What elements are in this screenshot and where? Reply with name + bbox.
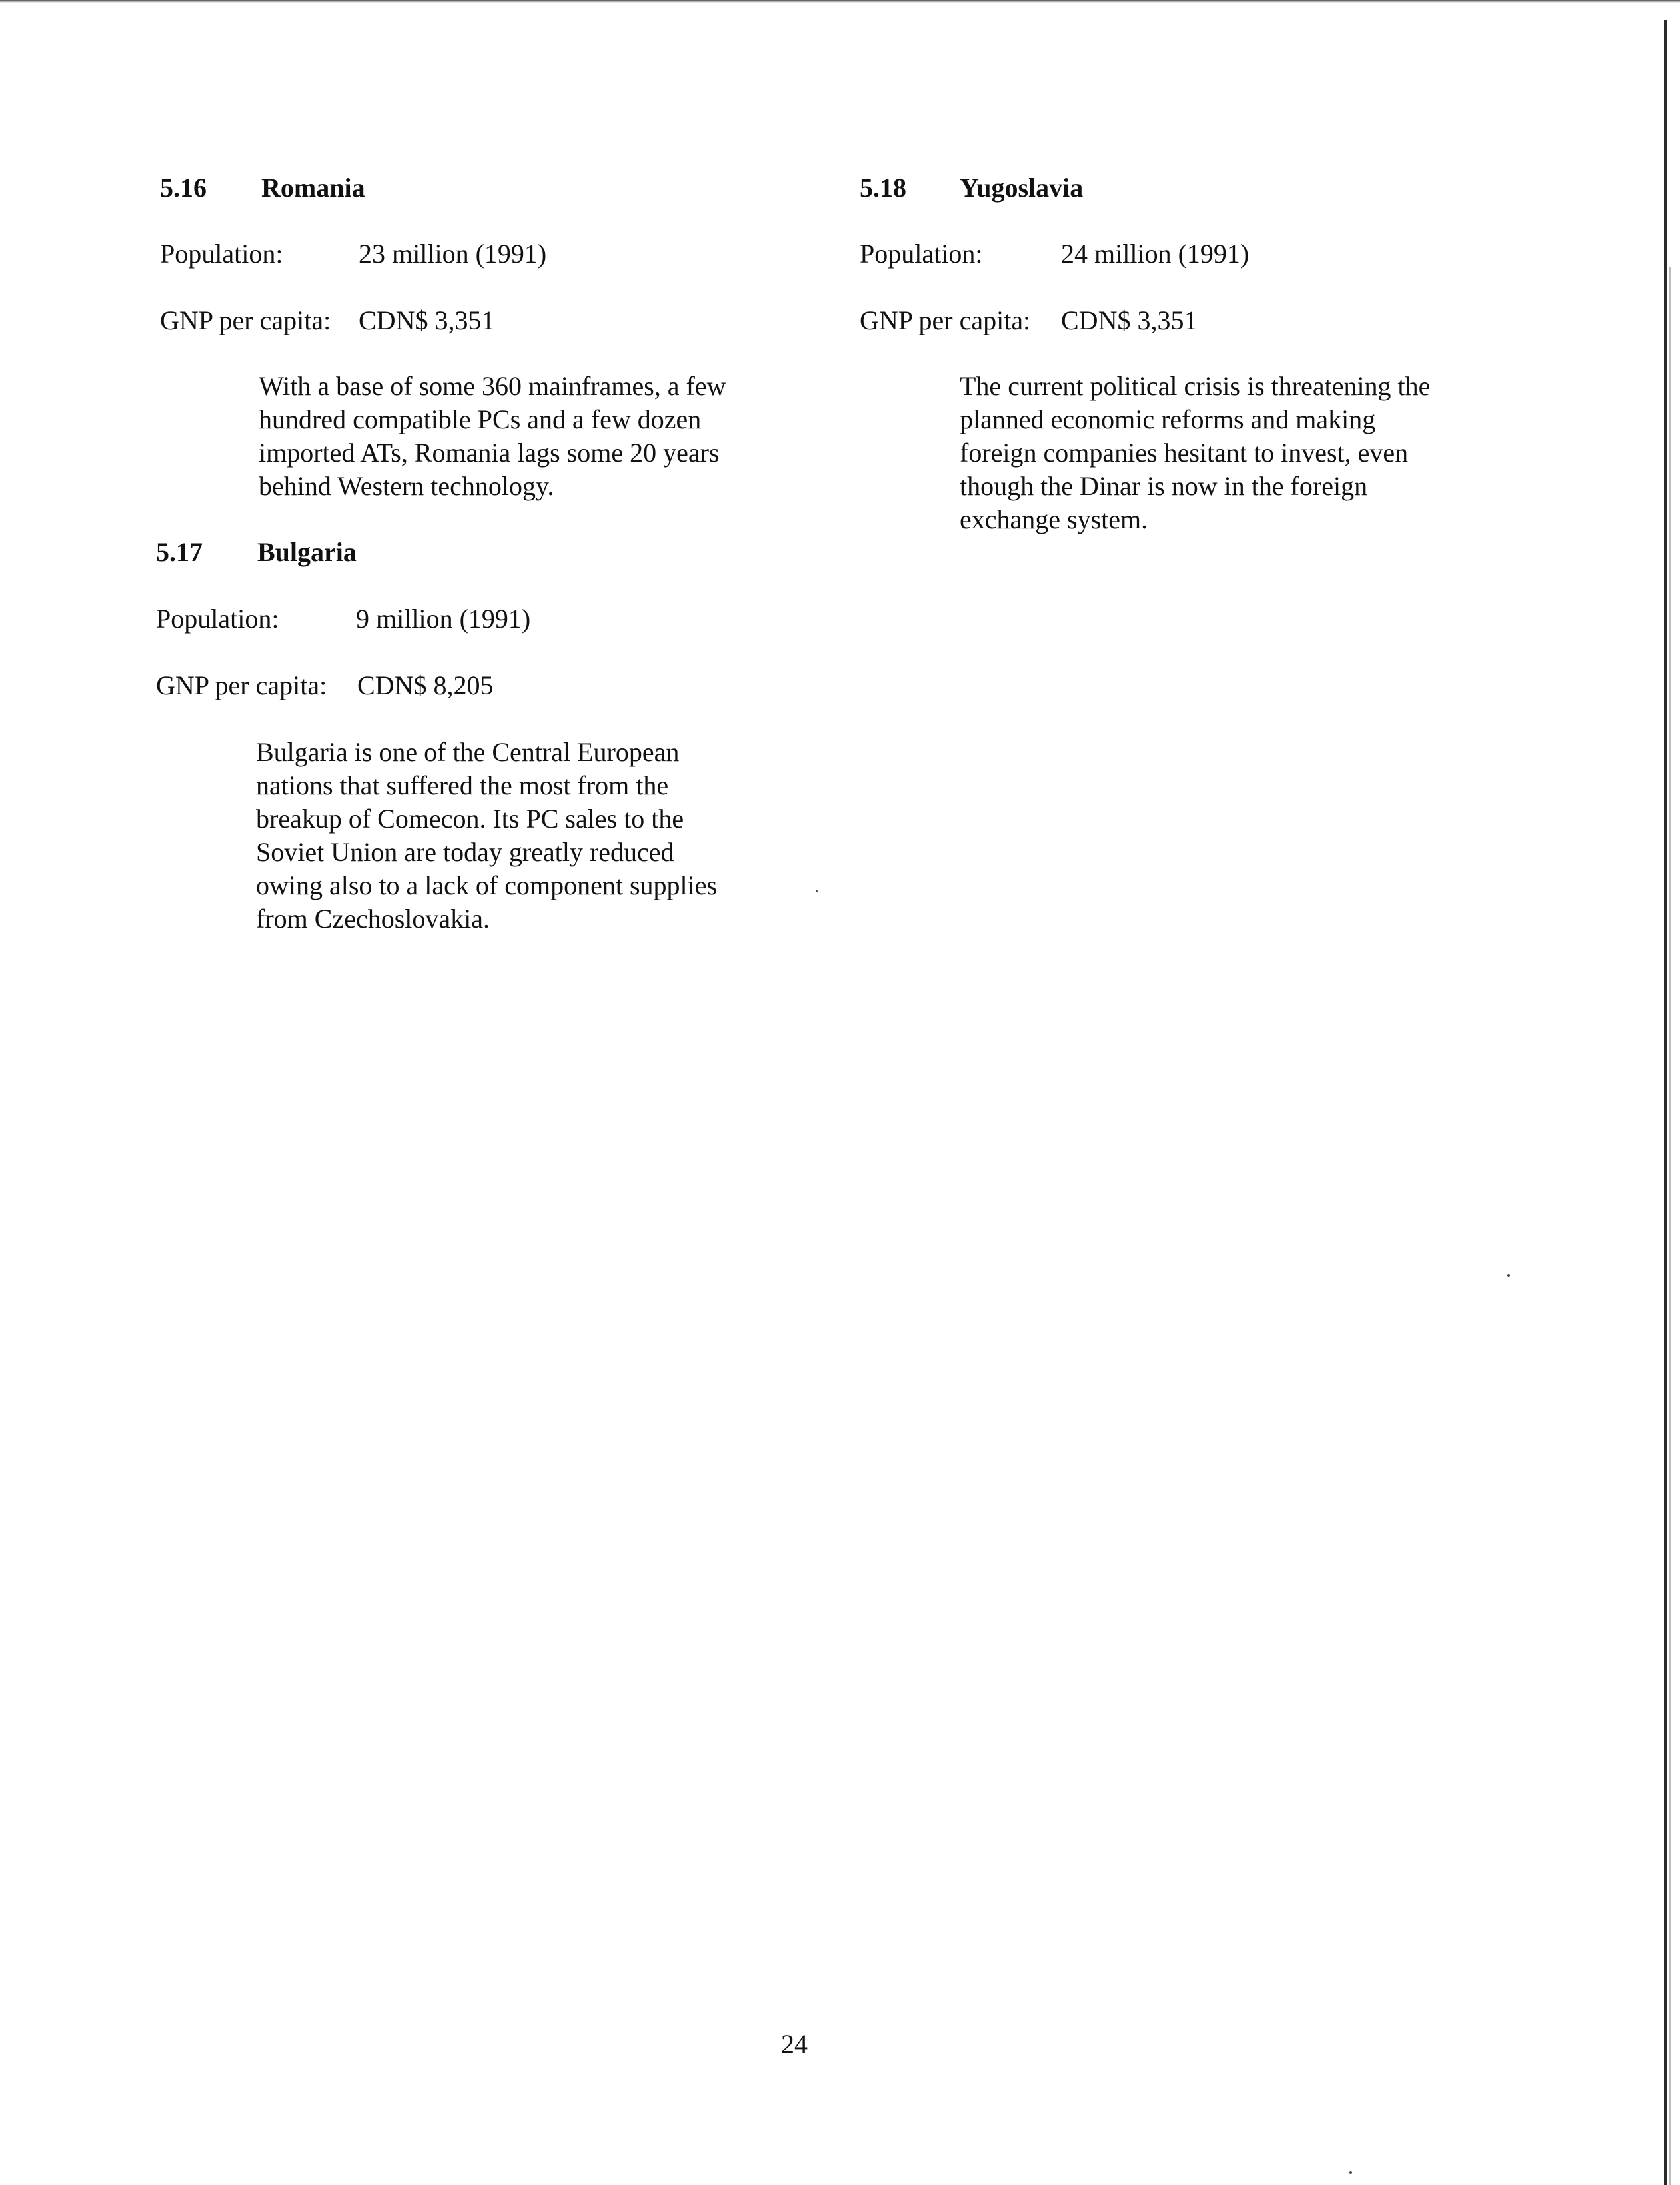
paragraph-line: imported ATs, Romania lags some 20 years [259, 438, 720, 468]
paragraph-yugoslavia [960, 370, 1430, 536]
paragraph-line: Soviet Union are today greatly reduced [256, 837, 674, 867]
paragraph-line: from Czechoslovakia. [256, 904, 490, 934]
section-number: 5.17 [156, 537, 203, 567]
section-title: Bulgaria [257, 537, 357, 567]
population-label: Population: [860, 239, 983, 269]
paragraph-line: behind Western technology. [259, 471, 554, 501]
gnp-field-yugoslavia [860, 305, 1198, 337]
section-title: Romania [261, 173, 365, 203]
gnp-label: GNP per capita: [160, 305, 331, 335]
page-right-edge [1664, 20, 1667, 2185]
paragraph-bulgaria [256, 736, 717, 936]
page-top-edge [0, 0, 1680, 3]
scan-speck [1349, 2171, 1352, 2174]
paragraph-romania [259, 370, 726, 503]
section-number: 5.16 [160, 173, 207, 203]
paragraph-line: though the Dinar is now in the foreign [960, 471, 1368, 501]
section-title: Yugoslavia [960, 173, 1084, 203]
paragraph-line: foreign companies hesitant to invest, even [960, 438, 1409, 468]
paragraph-line: nations that suffered the most from the [256, 770, 669, 800]
paragraph-line: Bulgaria is one of the Central European [256, 737, 680, 767]
population-label: Population: [156, 604, 279, 634]
population-value: 24 million (1991) [1061, 239, 1250, 269]
gnp-value: CDN$ 8,205 [357, 670, 494, 700]
gnp-field-romania [160, 305, 495, 337]
section-heading-yugoslavia [860, 172, 1084, 204]
gnp-value: CDN$ 3,351 [1061, 305, 1198, 335]
gnp-label: GNP per capita: [860, 305, 1031, 335]
paragraph-line: planned economic reforms and making [960, 404, 1376, 434]
page-number: 24 [781, 2029, 808, 2059]
paragraph-line: With a base of some 360 mainframes, a few [259, 371, 726, 401]
population-field-bulgaria [156, 603, 531, 635]
population-value: 9 million (1991) [356, 604, 531, 634]
page-right-edge-shadow [1669, 267, 1671, 2185]
gnp-value: CDN$ 3,351 [359, 305, 495, 335]
paragraph-line: breakup of Comecon. Its PC sales to the [256, 804, 684, 834]
scan-speck [816, 890, 818, 892]
gnp-field-bulgaria [156, 670, 494, 702]
section-heading-romania [160, 172, 365, 204]
gnp-label: GNP per capita: [156, 670, 327, 700]
section-heading-bulgaria [156, 536, 357, 568]
scan-speck [1507, 1274, 1510, 1277]
paragraph-line: owing also to a lack of component supplies [256, 870, 718, 900]
population-value: 23 million (1991) [359, 239, 547, 269]
population-label: Population: [160, 239, 283, 269]
paragraph-line: The current political crisis is threatening the [960, 371, 1431, 401]
population-field-yugoslavia [860, 238, 1250, 270]
section-number: 5.18 [860, 173, 906, 203]
paragraph-line: hundred compatible PCs and a few dozen [259, 404, 702, 434]
population-field-romania [160, 238, 547, 270]
paragraph-line: exchange system. [960, 504, 1148, 534]
